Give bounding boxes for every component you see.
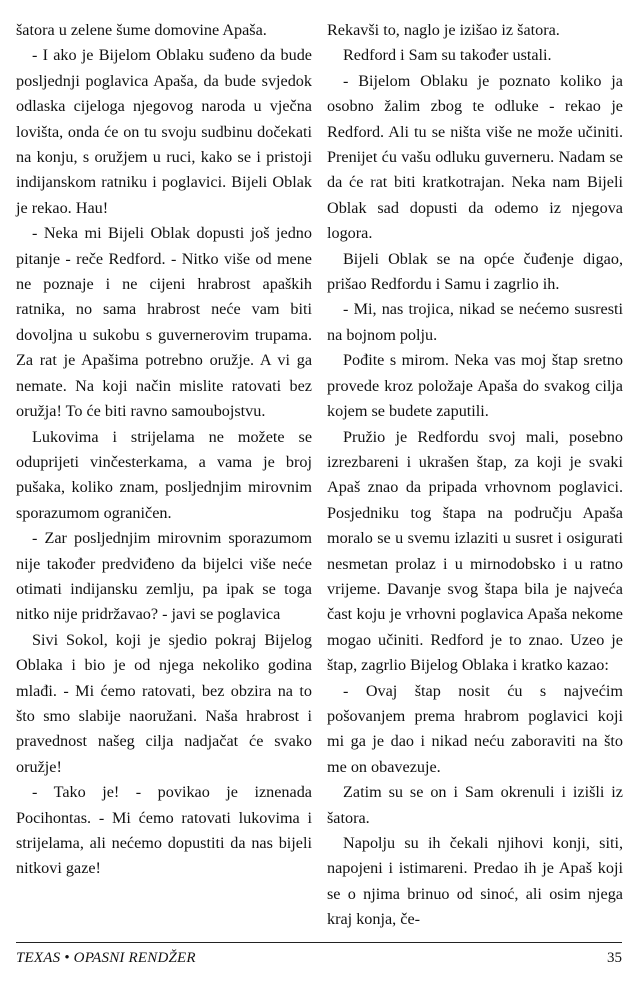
paragraph: Zatim su se on i Sam okrenuli i izišli iz šatora. xyxy=(327,783,623,827)
paragraph: - Mi, nas trojica, nikad se nećemo susresti na bojnom polju. xyxy=(327,300,623,344)
paragraph: Sivi Sokol, koji je sjedio pokraj Bijelog Oblaka i bio je od njega nekoliko godina mlađi. - Mi ćemo ratovati, bez obzira na to što smo slabije naoružani. Naša hrabrost i pravednost našeg cilja nadjačat će svako oružje! xyxy=(16,630,312,776)
paragraph: šatora u zelene šume domovine Apaša. xyxy=(16,21,267,39)
paragraph: Pružio je Redfordu svoj mali, posebno izrezbareni i ukrašen štap, za koji je svaki Apaš znao da pripada vrhovnom poglavici. Posjedniku tog štapa na području Apaša moralo se u svemu izlaziti u susret i osigurati nesmetan prolaz i u mirnodobsko i u ratno vrijeme. Davanje svog štapa bila je najveća čast koju je vrhovni poglavica Apaša nekome mogao učiniti. Redford je to znao. Uzeo je štap, zagrlio Bijelog Oblaka i kratko kazao: xyxy=(327,427,623,675)
paragraph: - Bijelom Oblaku je poznato koliko ja osobno žalim zbog te odluke - rekao je Redford. Ali tu se ništa više ne može učiniti. Prenijet ću vašu odluku guverneru. Nadam se da će rat biti kratkotrajan. Neka nam Bijeli Oblak sad dopusti da odemo iz njegova logora. xyxy=(327,71,623,243)
paragraph: Lukovima i strijelama ne možete se oduprijeti vinčesterkama, a vama je broj pušaka, koliko znam, posljednjim mirovnim sporazumom ograničen. xyxy=(16,427,312,522)
page-number: 35 xyxy=(607,950,622,966)
paragraph: Rekavši to, naglo je izišao iz šatora. xyxy=(327,21,560,39)
right-text-column xyxy=(327,18,623,933)
paragraph: Redford i Sam su također ustali. xyxy=(343,46,552,65)
paragraph: - Ovaj štap nosit ću s najvećim pošovanjem prema hrabrom poglavici koji mi ga je dao i nikad neću zaboraviti na što me on obavezuje. xyxy=(327,681,623,776)
running-title: TEXAS • OPASNI RENDŽER xyxy=(16,950,196,966)
paragraph: Bijeli Oblak se na opće čuđenje digao, prišao Redfordu i Samu i zagrlio ih. xyxy=(327,249,623,294)
paragraph: Napolju su ih čekali njihovi konji, siti, napojeni i istimareni. Predao ih je Apaš koji se o njima brinuo od sinoć, ali osim njega kraj konja, če- xyxy=(327,834,623,929)
paragraph: - Tako je! - povikao je iznenada Pocihontas. - Mi ćemo ratovati lukovima i strijelama, ali nećemo dopustiti da nas bijeli nitkovi gaze! xyxy=(16,783,312,878)
left-text-column xyxy=(16,18,312,882)
paragraph: - Neka mi Bijeli Oblak dopusti još jedno pitanje - reče Redford. - Nitko više od mene ne poznaje i ne cijeni hrabrost apaških ratnika, no sama hrabrost neće vam biti dovoljna u sukobu s guvernerovim trupama. Za rat je Apašima potrebno oružje. A vi ga nemate. Na koji način mislite ratovati bez oružja! To će biti ravno samoubojstvu. xyxy=(16,224,312,421)
paragraph: - I ako je Bijelom Oblaku suđeno da bude posljednji poglavica Apaša, da bude svjedok odlaska cijeloga njegovog naroda u vječna lovišta, onda će on tu svoju sudbinu dočekati na konju, s oružjem u ruci, kako se i pristoji indijanskom ratniku i poglavici. Bijeli Oblak je rekao. Hau! xyxy=(16,46,312,217)
page-footer xyxy=(16,942,622,967)
paragraph: Pođite s mirom. Neka vas moj štap sretno provede kroz položaje Apaša do svakog cilja kojem se budete zaputili. xyxy=(327,351,623,421)
paragraph: - Zar posljednjim mirovnim sporazumom nije također predviđeno da bijelci više neće otimati indijansku zemlju, pa ipak se toga nitko nije pridržavao? - javi se poglavica xyxy=(16,529,312,624)
